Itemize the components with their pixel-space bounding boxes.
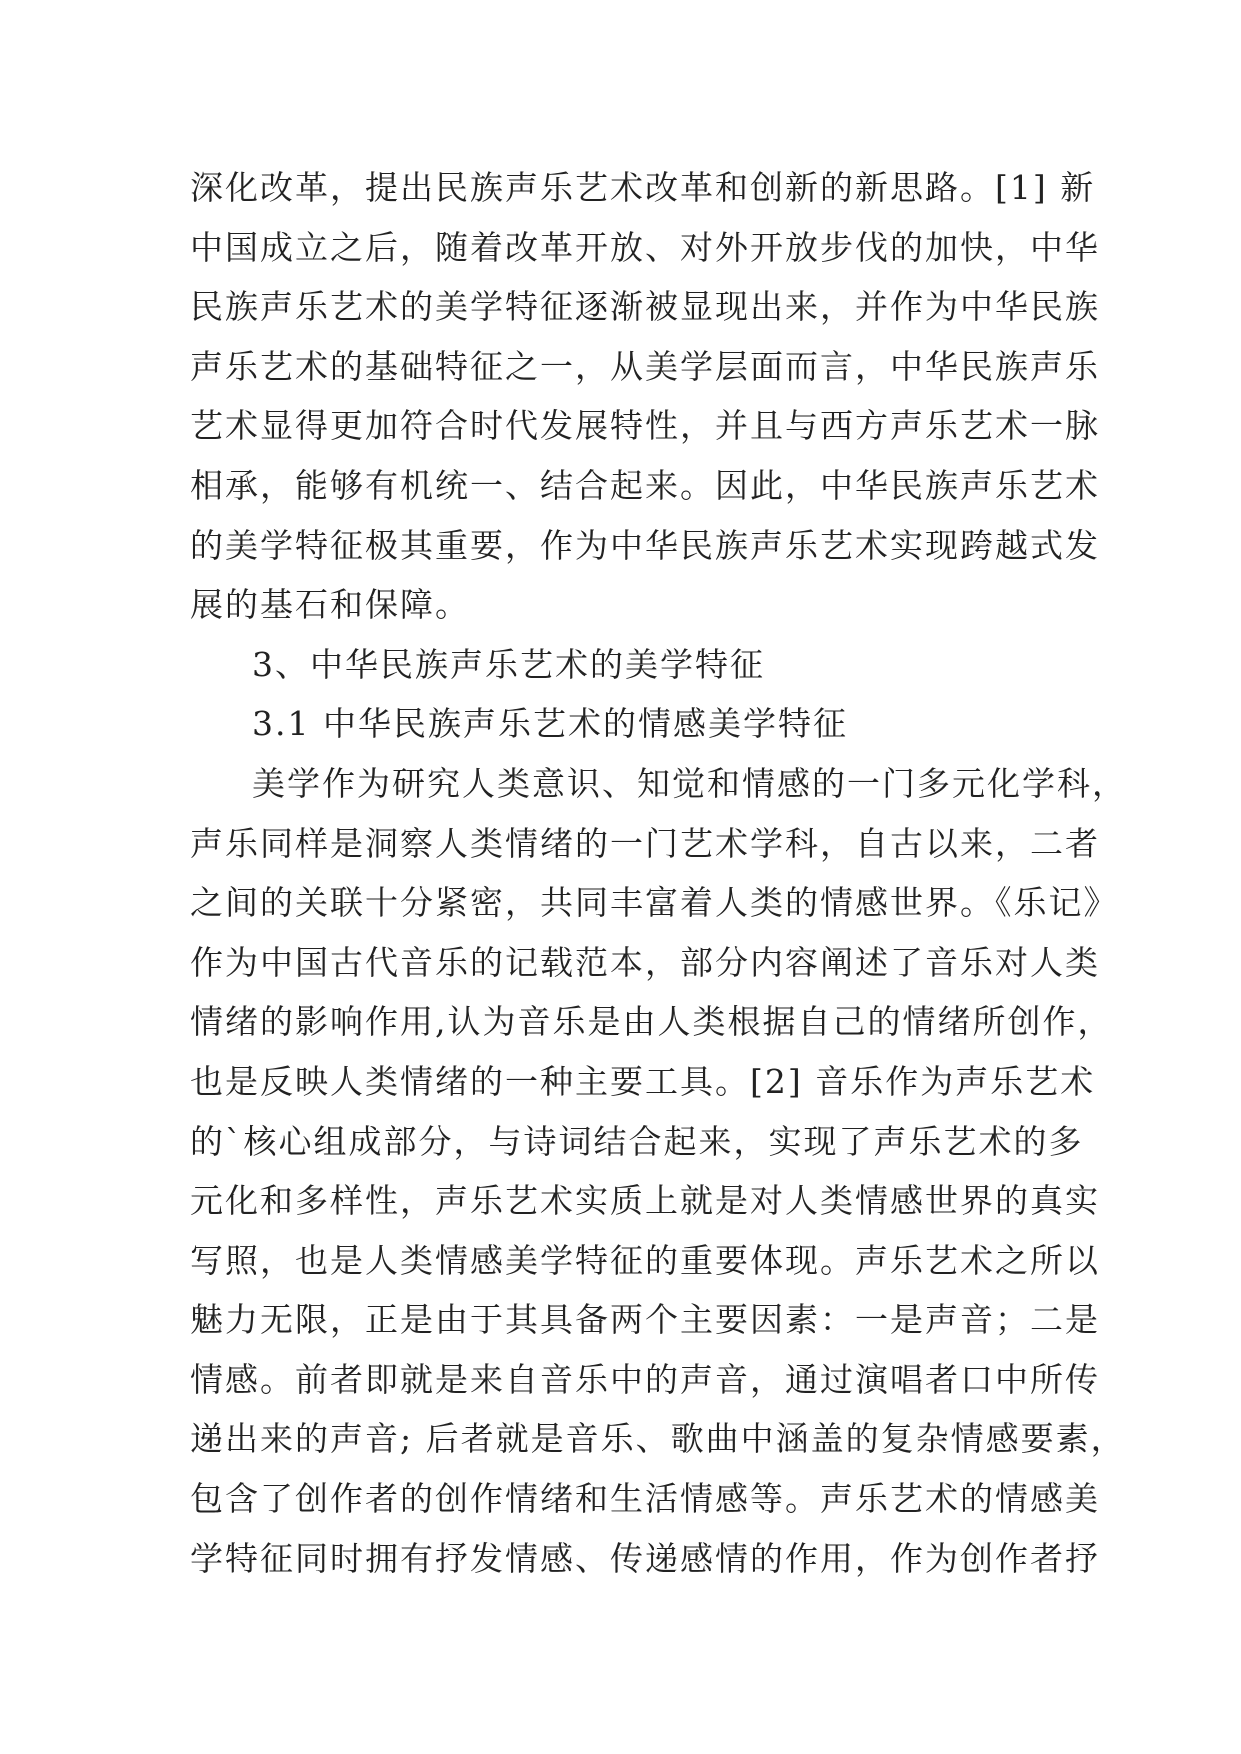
text-line: 声乐同样是洞察人类情绪的一门艺术学科，自古以来，二者	[190, 823, 1100, 863]
text-line: 的美学特征极其重要，作为中华民族声乐艺术实现跨越式发	[190, 525, 1100, 565]
text-line: 包含了创作者的创作情绪和生活情感等。声乐艺术的情感美	[190, 1479, 1100, 1519]
section-heading: 3、中华民族声乐艺术的美学特征	[252, 644, 765, 684]
text-line: 递出来的声音; 后者就是音乐、歌曲中涵盖的复杂情感要素，	[190, 1419, 1126, 1459]
text-line: 也是反映人类情绪的一种主要工具。[2] 音乐作为声乐艺术	[190, 1061, 1096, 1101]
text-line: 魅力无限，正是由于其具备两个主要因素：一是声音；二是	[190, 1300, 1100, 1340]
text-line: 学特征同时拥有抒发情感、传递感情的作用，作为创作者抒	[190, 1538, 1100, 1578]
text-line: 深化改革，提出民族声乐艺术改革和创新的新思路。[1] 新	[190, 168, 1096, 207]
body-text	[190, 158, 1127, 1588]
text-line: 的`核心组成部分，与诗词结合起来，实现了声乐艺术的多	[190, 1121, 1084, 1161]
text-line: 写照，也是人类情感美学特征的重要体现。声乐艺术之所以	[190, 1240, 1100, 1280]
text-line: 相承，能够有机统一、结合起来。因此，中华民族声乐艺术	[190, 465, 1100, 505]
text-line: 美学作为研究人类意识、知觉和情感的一门多元化学科，	[252, 763, 1127, 803]
text-line: 艺术显得更加符合时代发展特性，并且与西方声乐艺术一脉	[190, 406, 1100, 446]
text-line: 情感。前者即就是来自音乐中的声音，通过演唱者口中所传	[190, 1359, 1100, 1399]
text-line: 元化和多样性，声乐艺术实质上就是对人类情感世界的真实	[190, 1181, 1100, 1221]
text-line: 之间的关联十分紧密，共同丰富着人类的情感世界。《乐记》	[190, 883, 1119, 923]
text-line: 情绪的影响作用,认为音乐是由人类根据自己的情绪所创作，	[190, 1002, 1113, 1042]
text-line: 民族声乐艺术的美学特征逐渐被显现出来，并作为中华民族	[190, 287, 1100, 327]
subsection-heading: 3.1 中华民族声乐艺术的情感美学特征	[252, 704, 848, 744]
text-line: 展的基石和保障。	[190, 585, 470, 625]
text-line: 作为中国古代音乐的记载范本，部分内容阐述了音乐对人类	[190, 942, 1100, 982]
text-line: 中国成立之后，随着改革开放、对外开放步伐的加快，中华	[190, 227, 1100, 267]
text-line: 声乐艺术的基础特征之一，从美学层面而言，中华民族声乐	[190, 346, 1100, 386]
